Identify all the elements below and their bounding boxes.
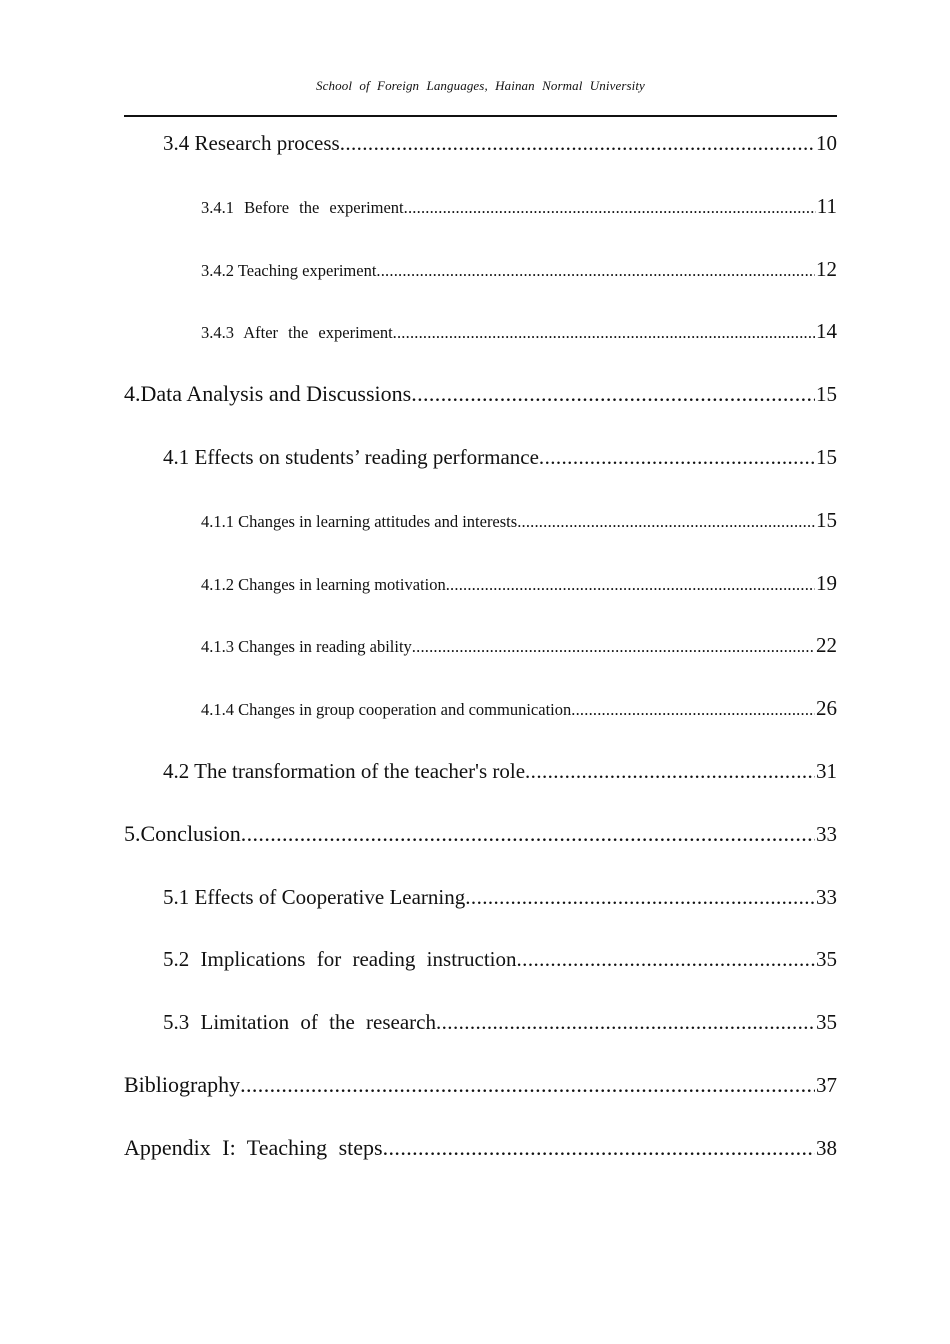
dot-leader [517,940,815,978]
toc-entry[interactable] [124,187,837,250]
toc-entry[interactable] [124,564,837,627]
toc-entry-page: 26 [816,696,837,721]
toc-entry-page: 33 [816,884,837,909]
dot-leader [517,503,815,541]
toc-entry[interactable] [124,250,837,313]
toc-entry[interactable] [124,312,837,375]
dot-leader [404,189,816,227]
dot-leader [446,566,815,604]
toc-entry[interactable] [124,940,837,1003]
toc-entry[interactable] [124,501,837,564]
dot-leader [571,691,815,729]
dot-leader [411,375,815,413]
dot-leader [376,252,815,290]
toc-entry-page: 38 [816,1135,837,1160]
toc-entry-title: 4.1.4 Changes in group cooperation and communication [201,700,572,720]
table-of-contents [124,124,837,1192]
toc-entry-page: 15 [816,382,837,407]
toc-entry-page: 12 [816,256,837,281]
toc-entry-page: 37 [816,1072,837,1097]
toc-entry[interactable] [124,1129,837,1192]
toc-entry[interactable] [124,124,837,187]
toc-entry-page: 31 [816,758,837,783]
toc-entry-title: 3.4.2 Teaching experiment [201,260,377,280]
toc-entry[interactable] [124,1003,837,1066]
toc-entry-title: 5.3 Limitation of the research [163,1010,436,1035]
toc-entry-page: 19 [816,570,837,595]
toc-entry[interactable] [124,878,837,941]
toc-entry-title: 5.1 Effects of Cooperative Learning [163,884,466,909]
toc-entry-page: 15 [816,444,837,469]
toc-entry-page: 22 [816,633,837,658]
toc-entry[interactable] [124,438,837,501]
toc-entry-title: 4.1.2 Changes in learning motivation [201,574,446,594]
dot-leader [240,1066,815,1104]
dot-leader [412,628,815,666]
toc-entry-title: 4.2 The transformation of the teacher's role [163,758,526,783]
dot-leader [241,815,815,853]
toc-entry-title: 3.4.3 After the experiment [201,323,393,343]
toc-entry-title: Bibliography [124,1071,241,1097]
dot-leader [393,314,815,352]
toc-entry-page: 10 [816,131,837,155]
toc-entry-title: 4.1.1 Changes in learning attitudes and interests [201,511,518,531]
toc-entry[interactable] [124,1066,837,1129]
dot-leader [465,878,815,916]
toc-entry-title: 3.4 Research process [163,131,340,155]
toc-entry-page: 33 [816,821,837,846]
toc-entry[interactable] [124,689,837,752]
toc-entry-title: 3.4.1 Before the experiment [201,197,404,217]
dot-leader [340,124,815,162]
toc-entry[interactable] [124,752,837,815]
toc-entry[interactable] [124,626,837,689]
toc-entry[interactable] [124,815,837,878]
header-divider [124,115,837,117]
dot-leader [383,1129,815,1167]
dot-leader [436,1003,815,1041]
dot-leader [525,752,815,790]
toc-entry-title: 4.1 Effects on students’ reading performance [163,444,539,469]
toc-entry-page: 35 [816,947,837,972]
toc-entry-title: 4.Data Analysis and Discussions [124,381,412,407]
toc-entry-title: 5.Conclusion [124,820,241,846]
toc-entry-page: 11 [816,193,837,218]
toc-entry[interactable] [124,375,837,438]
toc-entry-title: Appendix I: Teaching steps [124,1134,383,1160]
toc-entry-page: 14 [816,319,837,344]
page-header: School of Foreign Languages, Hainan Normal University [316,78,645,93]
toc-entry-page: 15 [816,507,837,532]
toc-entry-title: 4.1.3 Changes in reading ability [201,637,412,657]
toc-entry-page: 35 [816,1010,837,1035]
toc-entry-title: 5.2 Implications for reading instruction [163,947,517,972]
dot-leader [539,438,815,476]
